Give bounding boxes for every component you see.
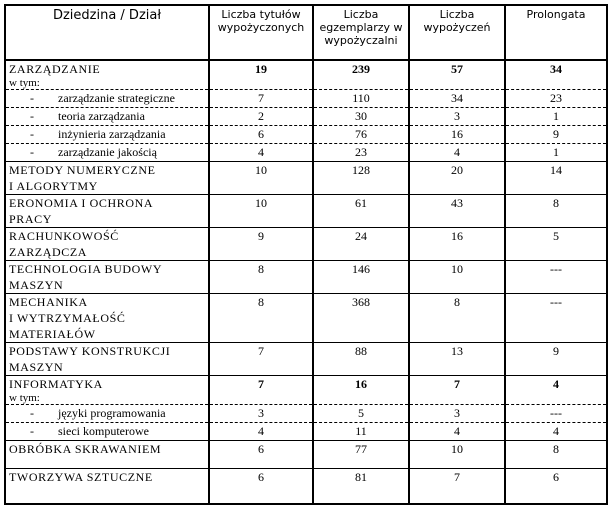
renewals-cell: 4 (505, 423, 607, 441)
copies-cell: 23 (313, 144, 409, 162)
loans-cell: 4 (409, 144, 505, 162)
category-name-line: MASZYN (9, 360, 64, 374)
bullet-dash: - (30, 127, 34, 141)
renewals-cell: --- (505, 294, 607, 343)
bullet-dash: - (30, 109, 34, 123)
titles-cell: 3 (209, 405, 313, 423)
titles-cell: 7 (209, 376, 313, 405)
row-name (5, 228, 209, 261)
subcategory-name: zarządzanie strategiczne (58, 91, 175, 105)
category-name-line: I WYTRZYMAŁOŚĆ (9, 311, 126, 325)
row-name: TWORZYWA SZTUCZNE (5, 469, 209, 505)
copies-cell: 16 (313, 376, 409, 405)
renewals-cell: 6 (505, 469, 607, 505)
renewals-cell: 9 (505, 126, 607, 144)
renewals-cell: 8 (505, 441, 607, 469)
table-row (5, 405, 607, 423)
renewals-cell: 34 (505, 60, 607, 90)
category-name-line: METODY NUMERYCZNE (9, 163, 156, 177)
copies-cell: 76 (313, 126, 409, 144)
table-row (5, 60, 607, 90)
titles-cell: 10 (209, 195, 313, 228)
loans-cell: 7 (409, 469, 505, 505)
row-name (5, 343, 209, 376)
subcategory-label: w tym: (9, 392, 40, 404)
row-name (5, 261, 209, 294)
renewals-cell: 5 (505, 228, 607, 261)
copies-cell: 24 (313, 228, 409, 261)
table-row (5, 195, 607, 228)
copies-cell: 128 (313, 162, 409, 195)
renewals-cell: 14 (505, 162, 607, 195)
titles-cell: 10 (209, 162, 313, 195)
titles-cell: 8 (209, 294, 313, 343)
titles-cell: 4 (209, 423, 313, 441)
category-name: ZARZĄDZANIE (9, 62, 101, 76)
loans-cell: 16 (409, 228, 505, 261)
row-name (5, 108, 209, 126)
header-titles: Liczba tytułów wypożyczonych (209, 5, 313, 60)
titles-cell: 8 (209, 261, 313, 294)
header-loans: Liczba wypożyczeń (409, 5, 505, 60)
titles-cell: 9 (209, 228, 313, 261)
copies-cell: 77 (313, 441, 409, 469)
loans-cell: 34 (409, 90, 505, 108)
category-name-line: MATERIAŁÓW (9, 327, 96, 341)
category-name-line: ZARZĄDCZA (9, 245, 88, 259)
row-name: OBRÓBKA SKRAWANIEM (5, 441, 209, 469)
row-name (5, 376, 209, 405)
copies-cell: 5 (313, 405, 409, 423)
subcategory-name: zarządzanie jakością (58, 145, 157, 159)
row-name (5, 90, 209, 108)
header-row (5, 5, 607, 60)
loans-cell: 13 (409, 343, 505, 376)
bullet-dash: - (30, 145, 34, 159)
category-name-line: I ALGORYTMY (9, 179, 98, 193)
bullet-dash: - (30, 91, 34, 105)
table-row (5, 261, 607, 294)
row-name (5, 195, 209, 228)
copies-cell: 239 (313, 60, 409, 90)
category-name: INFORMATYKA (9, 377, 103, 391)
header-copies: Liczba egzemplarzy w wypożyczalni (313, 5, 409, 60)
table-row (5, 423, 607, 441)
category-name-line: MASZYN (9, 278, 64, 292)
table-row (5, 228, 607, 261)
row-name (5, 144, 209, 162)
loans-cell: 43 (409, 195, 505, 228)
table-row (5, 441, 607, 469)
table-row (5, 108, 607, 126)
titles-cell: 4 (209, 144, 313, 162)
copies-cell: 368 (313, 294, 409, 343)
loans-cell: 16 (409, 126, 505, 144)
row-name (5, 294, 209, 343)
copies-cell: 81 (313, 469, 409, 505)
renewals-cell: 4 (505, 376, 607, 405)
titles-cell: 2 (209, 108, 313, 126)
copies-cell: 110 (313, 90, 409, 108)
table-row (5, 376, 607, 405)
titles-cell: 6 (209, 126, 313, 144)
loans-cell: 10 (409, 441, 505, 469)
loans-statistics-table (4, 4, 608, 505)
header-renewals: Prolongata (505, 5, 607, 60)
renewals-cell: --- (505, 261, 607, 294)
subcategory-label: w tym: (9, 77, 40, 89)
table-row (5, 294, 607, 343)
copies-cell: 11 (313, 423, 409, 441)
copies-cell: 88 (313, 343, 409, 376)
renewals-cell: 1 (505, 108, 607, 126)
renewals-cell: 23 (505, 90, 607, 108)
renewals-cell: --- (505, 405, 607, 423)
titles-cell: 7 (209, 90, 313, 108)
table-row (5, 144, 607, 162)
table-row (5, 469, 607, 505)
renewals-cell: 8 (505, 195, 607, 228)
category-name-line: PRACY (9, 212, 53, 226)
table-row (5, 126, 607, 144)
row-name (5, 126, 209, 144)
titles-cell: 6 (209, 469, 313, 505)
loans-cell: 10 (409, 261, 505, 294)
loans-cell: 8 (409, 294, 505, 343)
titles-cell: 7 (209, 343, 313, 376)
subcategory-name: inżynieria zarządzania (58, 127, 166, 141)
renewals-cell: 9 (505, 343, 607, 376)
bullet-dash: - (30, 424, 34, 438)
copies-cell: 30 (313, 108, 409, 126)
loans-cell: 7 (409, 376, 505, 405)
category-name-line: RACHUNKOWOŚĆ (9, 229, 119, 243)
loans-cell: 3 (409, 405, 505, 423)
subcategory-name: sieci komputerowe (58, 424, 149, 438)
category-name-line: PODSTAWY KONSTRUKCJI (9, 344, 171, 358)
bullet-dash: - (30, 406, 34, 420)
category-name-line: MECHANIKA (9, 295, 88, 309)
table-row (5, 162, 607, 195)
copies-cell: 61 (313, 195, 409, 228)
loans-cell: 3 (409, 108, 505, 126)
row-name (5, 60, 209, 90)
copies-cell: 146 (313, 261, 409, 294)
category-name-line: TECHNOLOGIA BUDOWY (9, 262, 163, 276)
header-field: Dziedzina / Dział (5, 5, 209, 60)
subcategory-name: teoria zarządzania (58, 109, 145, 123)
titles-cell: 6 (209, 441, 313, 469)
renewals-cell: 1 (505, 144, 607, 162)
loans-cell: 4 (409, 423, 505, 441)
row-name (5, 423, 209, 441)
category-name-line: ERONOMIA I OCHRONA (9, 196, 154, 210)
row-name (5, 162, 209, 195)
loans-cell: 20 (409, 162, 505, 195)
table-row (5, 90, 607, 108)
subcategory-name: języki programowania (58, 406, 166, 420)
titles-cell: 19 (209, 60, 313, 90)
table-row (5, 343, 607, 376)
row-name (5, 405, 209, 423)
loans-cell: 57 (409, 60, 505, 90)
